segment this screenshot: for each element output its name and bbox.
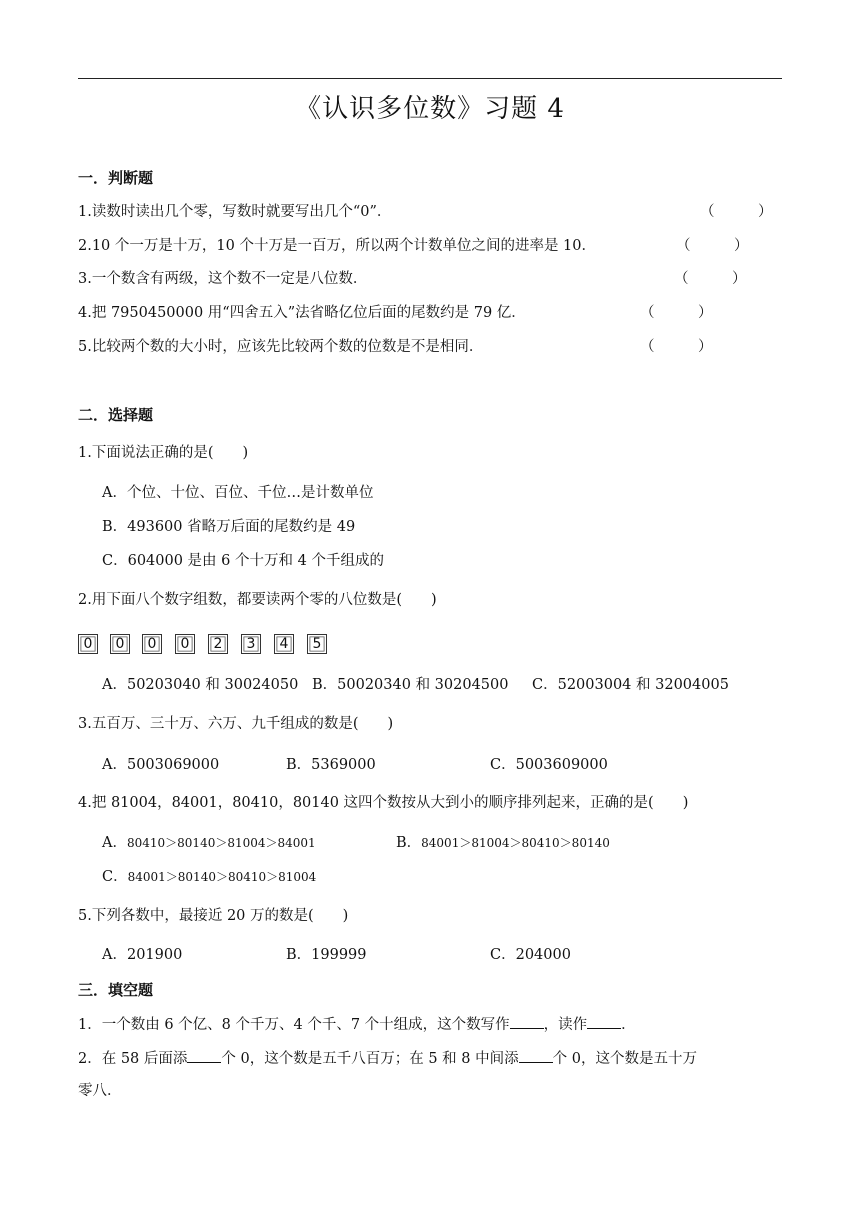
answer-blank-3[interactable]: （ ） bbox=[674, 271, 747, 287]
fill-blank[interactable] bbox=[519, 1048, 553, 1063]
choice-q3-option-a[interactable]: A．5003069000 bbox=[102, 757, 220, 773]
digit-card: 5 bbox=[307, 634, 327, 654]
fill-q2-continued: 零八． bbox=[78, 1083, 122, 1099]
choice-q4-option-a[interactable] bbox=[102, 833, 316, 853]
answer-blank-2[interactable]: （ ） bbox=[676, 238, 749, 254]
choice-q4-stem: 4.把 81004，84001，80410，80140 这四个数按从大到小的顺序排列起来，正确的是( ) bbox=[78, 795, 689, 811]
choice-q3-option-b[interactable]: B．5369000 bbox=[286, 757, 376, 773]
answer-blank-5[interactable]: （ ） bbox=[640, 339, 713, 355]
header-rule bbox=[78, 78, 782, 79]
fill-blank[interactable] bbox=[510, 1014, 544, 1029]
answer-blank-1[interactable]: （ ） bbox=[700, 204, 773, 220]
fill-blank[interactable] bbox=[587, 1014, 621, 1029]
judgement-item-3: 3.一个数含有两级，这个数不一定是八位数． bbox=[78, 271, 368, 287]
digit-card: 0 bbox=[142, 634, 162, 654]
page-title: 《认识多位数》习题 4 bbox=[295, 94, 565, 124]
option-label: C． bbox=[102, 869, 128, 885]
section-heading-fill: 三．填空题 bbox=[78, 981, 154, 999]
choice-q1-option-b[interactable]: B．493600 省略万后面的尾数约是 49 bbox=[102, 519, 356, 535]
judgement-item-5: 5.比较两个数的大小时，应该先比较两个数的位数是不是相同． bbox=[78, 339, 484, 355]
digit-card: 3 bbox=[241, 634, 261, 654]
option-value: 80410＞80140＞81004＞84001 bbox=[126, 836, 316, 850]
digit-card: 0 bbox=[110, 634, 130, 654]
choice-q5-stem: 5.下列各数中，最接近 20 万的数是( ) bbox=[78, 908, 349, 924]
fill-blank[interactable] bbox=[187, 1048, 221, 1063]
choice-q5-option-b[interactable]: B．199999 bbox=[286, 947, 367, 963]
option-value: 84001＞81004＞80410＞80140 bbox=[421, 836, 610, 850]
answer-blank-4[interactable]: （ ） bbox=[640, 305, 713, 321]
digit-card: 2 bbox=[208, 634, 228, 654]
fill-q2: 2．在 58 后面添 个 0，这个数是五千八百万；在 5 和 8 中间添 个 0，这个数是五十万 bbox=[78, 1048, 697, 1069]
choice-q4-option-b[interactable] bbox=[396, 833, 610, 853]
judgement-item-4: 4.把 7950450000 用“四舍五入”法省略亿位后面的尾数约是 79 亿． bbox=[78, 305, 526, 321]
digit-card: 0 bbox=[175, 634, 195, 654]
digit-card: 4 bbox=[274, 634, 294, 654]
section-heading-choice: 二．选择题 bbox=[78, 406, 154, 424]
judgement-item-1: 1.读数时读出几个零，写数时就要写出几个“0”． bbox=[78, 204, 392, 220]
choice-q3-option-c[interactable]: C．5003609000 bbox=[490, 757, 608, 773]
choice-q2-option-a[interactable]: A．50203040 和 30024050 bbox=[102, 677, 299, 693]
choice-q2-option-c[interactable]: C．52003004 和 32004005 bbox=[532, 677, 729, 693]
choice-q5-option-c[interactable]: C．204000 bbox=[490, 947, 571, 963]
choice-q3-stem: 3.五百万、三十万、六万、九千组成的数是( ) bbox=[78, 716, 394, 732]
choice-q1-stem: 1.下面说法正确的是( ) bbox=[78, 445, 249, 461]
option-label: A． bbox=[102, 835, 127, 851]
section-heading-judgement: 一．判断题 bbox=[78, 169, 154, 187]
option-value: 84001＞80140＞80410＞81004 bbox=[127, 870, 317, 884]
choice-q2-stem: 2.用下面八个数字组数，都要读两个零的八位数是( ) bbox=[78, 592, 437, 608]
option-label: B． bbox=[396, 835, 422, 851]
choice-q5-option-a[interactable]: A．201900 bbox=[102, 947, 183, 963]
choice-q1-option-c[interactable]: C．604000 是由 6 个十万和 4 个千组成的 bbox=[102, 553, 384, 569]
digit-card: 0 bbox=[78, 634, 98, 654]
choice-q4-option-c[interactable] bbox=[102, 867, 316, 887]
fill-q1: 1．一个数由 6 个亿、8 个千万、4 个千、7 个十组成，这个数写作 ，读作 ． bbox=[78, 1014, 636, 1035]
judgement-item-2: 2.10 个一万是十万，10 个十万是一百万，所以两个计数单位之间的进率是 10． bbox=[78, 238, 597, 254]
choice-q2-option-b[interactable]: B．50020340 和 30204500 bbox=[312, 677, 509, 693]
choice-q1-option-a[interactable]: A．个位、十位、百位、千位…是计数单位 bbox=[102, 485, 374, 501]
